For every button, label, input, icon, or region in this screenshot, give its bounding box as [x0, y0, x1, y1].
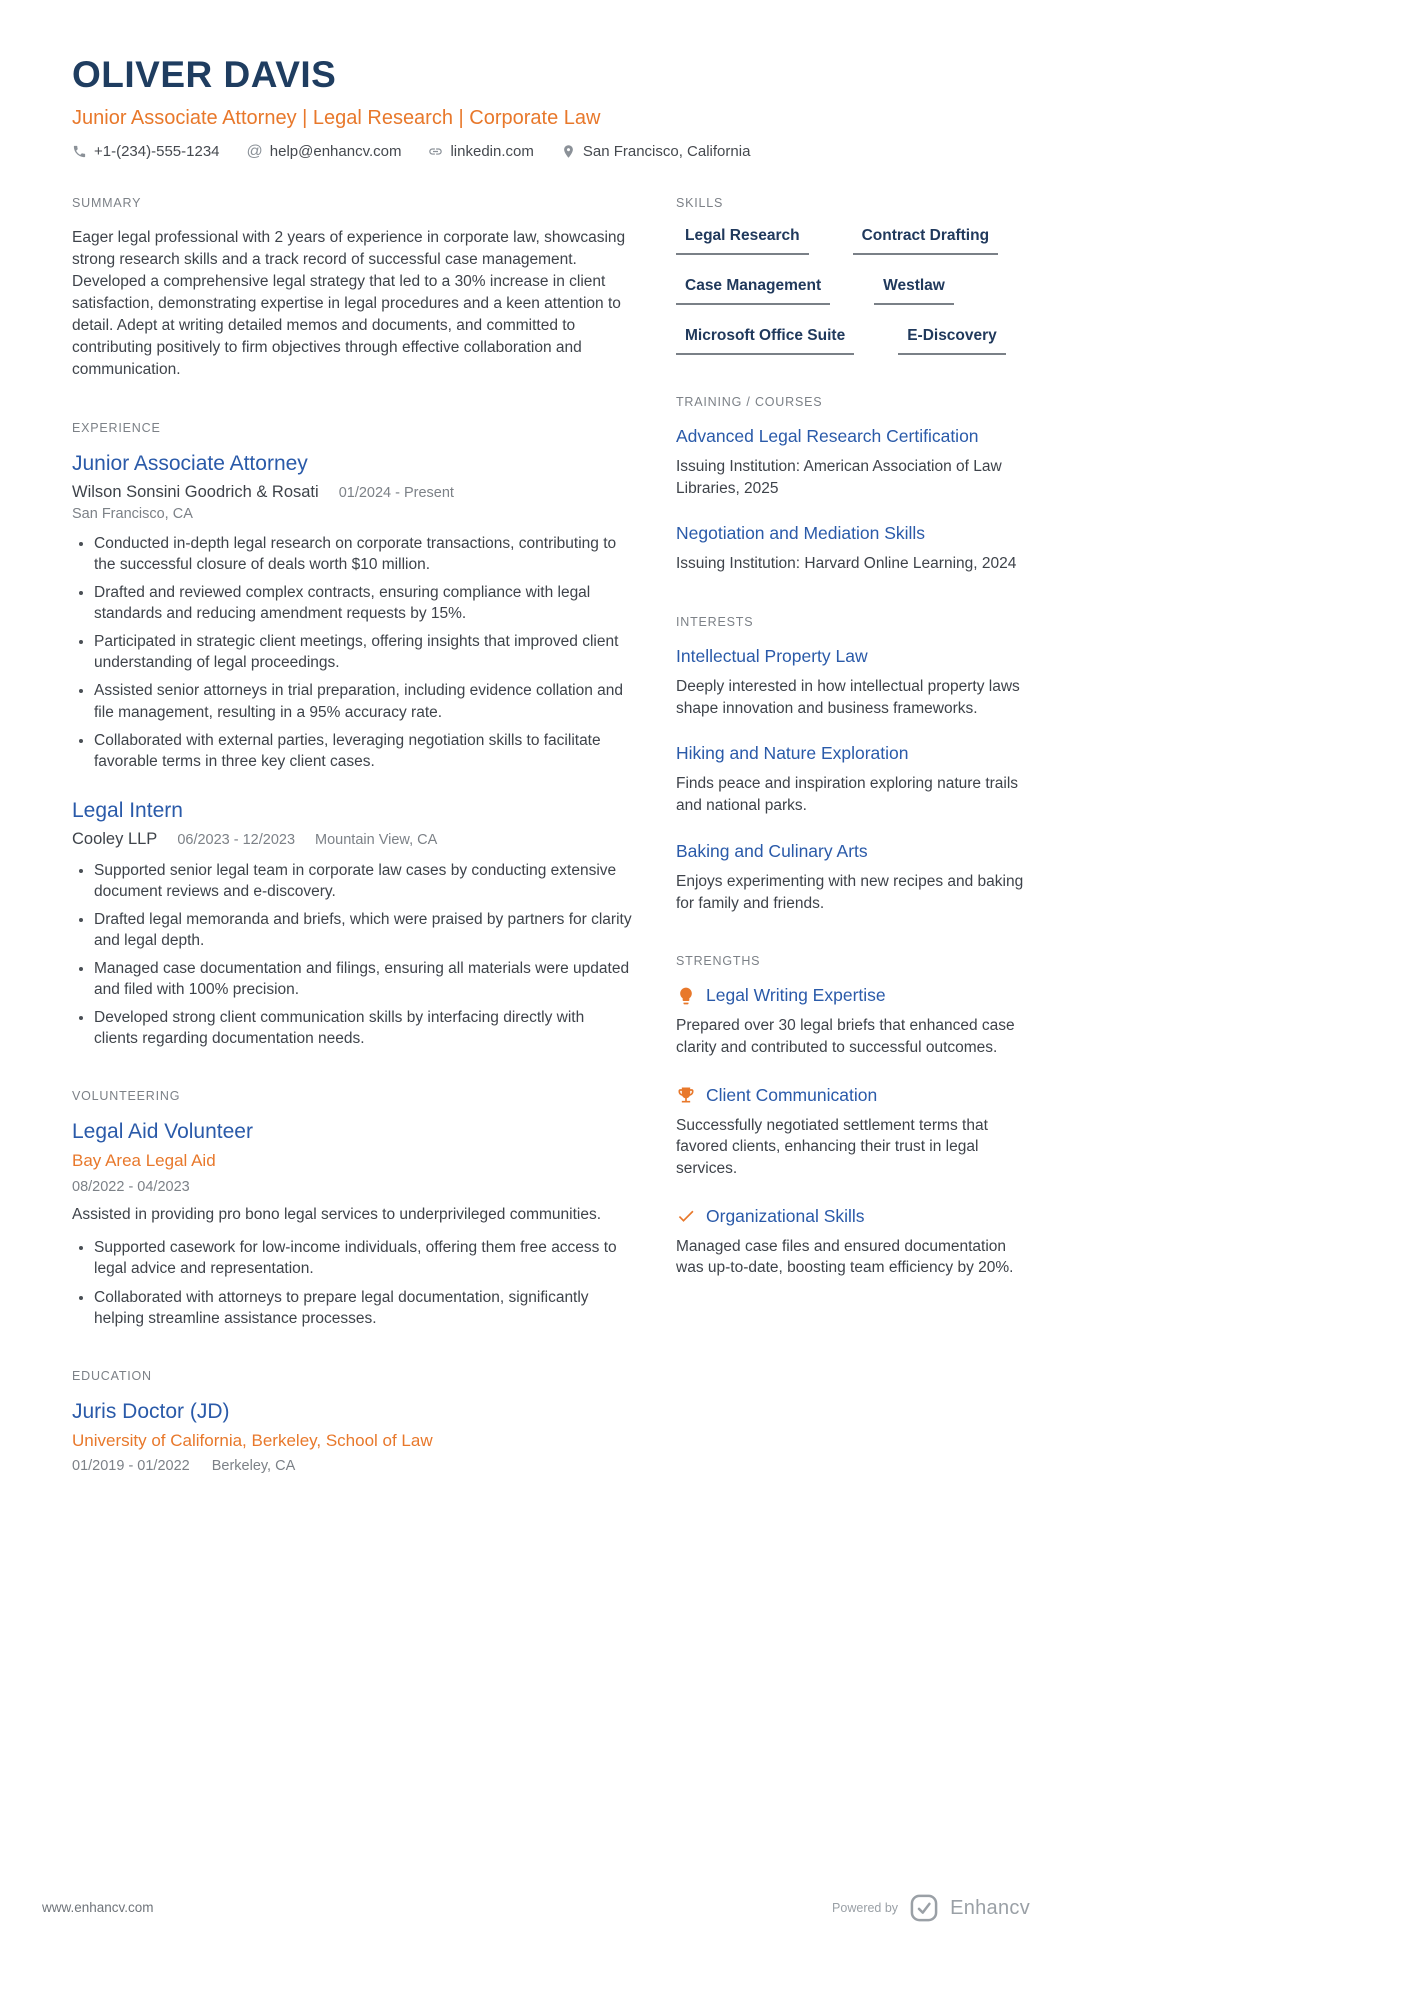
- interest-title: Baking and Culinary Arts: [676, 840, 868, 861]
- candidate-name: OLIVER DAVIS: [72, 54, 337, 95]
- job-dates: 06/2023 - 12/2023: [177, 831, 296, 848]
- interest-description: Finds peace and inspiration exploring nature trails and national parks.: [676, 775, 1019, 815]
- summary-text: Eager legal professional with 2 years of experience in corporate law, showcasing strong research skills and a track record of successful case management. Developed a comprehensive legal strategy that led to a 30% increase in client satisfaction, demonstrating expertise in legal procedures and a keen attention to detail. Adept at writing detailed memos and documents, and committed to contributing positively to firm objectives through effective collaboration and communication.: [72, 229, 626, 378]
- strength-head: [676, 985, 1035, 1006]
- bullet-item: • Collaborated with external parties, leveraging negotiation skills to facilitate favorable terms in three key client cases.: [94, 730, 632, 772]
- job-entry: [72, 452, 632, 772]
- section-label-education: EDUCATION: [72, 1368, 152, 1383]
- job-location: Mountain View, CA: [315, 831, 438, 848]
- footer-site-link[interactable]: www.enhancv.com: [42, 1900, 154, 1915]
- skills-section: [676, 196, 1035, 355]
- job-company: Cooley LLP: [72, 829, 158, 848]
- interest-description: Deeply interested in how intellectual property laws shape innovation and business frameworks.: [676, 678, 1020, 717]
- contact-location: [561, 143, 751, 160]
- strength-entry: [676, 1206, 1035, 1279]
- strength-description: Successfully negotiated settlement terms that favored clients, enhancing their trust in legal services.: [676, 1116, 988, 1177]
- strength-description: Managed case files and ensured documentation was up-to-date, boosting team efficiency by 20%.: [676, 1237, 1014, 1277]
- job-meta: [72, 830, 632, 849]
- contact-linkedin-text: linkedin.com: [450, 143, 534, 160]
- powered-by-label: Powered by: [832, 1901, 899, 1915]
- skill-badge: Legal Research: [676, 227, 809, 255]
- check-icon: [676, 1206, 696, 1226]
- candidate-headline: Junior Associate Attorney | Legal Research | Corporate Law: [72, 107, 601, 129]
- bullet-item: • Drafted legal memoranda and briefs, which were praised by partners for clarity and legal depth.: [94, 909, 632, 951]
- training-section: [676, 395, 1035, 575]
- skill-badge: E-Discovery: [898, 327, 1006, 355]
- section-label-volunteering: VOLUNTEERING: [72, 1089, 181, 1104]
- course-entry: [676, 523, 1035, 575]
- volunteer-role: Legal Aid Volunteer: [72, 1120, 253, 1144]
- bullet-item: • Managed case documentation and filings, ensuring all materials were updated and filed with 100% precision.: [94, 958, 632, 1000]
- enhancv-brand-name[interactable]: Enhancv: [950, 1896, 1030, 1919]
- degree-title: Juris Doctor (JD): [72, 1399, 230, 1423]
- bullet-item: • Participated in strategic client meetings, offering insights that improved client understanding of legal proceedings.: [94, 631, 632, 673]
- volunteer-description: Assisted in providing pro bono legal services to underprivileged communities.: [72, 1206, 601, 1224]
- phone-icon: [72, 144, 87, 159]
- resume-header: [72, 54, 1035, 160]
- job-location: San Francisco, CA: [72, 506, 193, 522]
- volunteer-organization: Bay Area Legal Aid: [72, 1151, 216, 1171]
- education-meta: [72, 1458, 632, 1474]
- course-details: Issuing Institution: Harvard Online Learning, 2024: [676, 555, 1017, 573]
- footer-branding: [832, 1893, 1030, 1923]
- contact-location-text: San Francisco, California: [582, 143, 751, 160]
- resume-content: [72, 54, 1035, 1514]
- strength-entry: [676, 985, 1035, 1058]
- course-details: Issuing Institution: American Association of Law Libraries, 2025: [676, 458, 1002, 497]
- school-name: University of California, Berkeley, School of Law: [72, 1430, 433, 1450]
- strength-title: Client Communication: [706, 1084, 878, 1105]
- strength-head: [676, 1085, 1035, 1106]
- lightbulb-icon: [676, 986, 696, 1006]
- job-bullets: [72, 860, 632, 1050]
- volunteer-bullets: [72, 1237, 632, 1328]
- trophy-icon: [676, 1085, 696, 1105]
- at-icon: @: [246, 142, 263, 160]
- left-column: [72, 196, 632, 1514]
- job-meta: [72, 483, 632, 502]
- contact-phone: [72, 143, 220, 160]
- job-dates: 01/2024 - Present: [338, 485, 454, 501]
- strength-title: Organizational Skills: [706, 1205, 865, 1226]
- interest-entry: [676, 841, 1035, 914]
- job-entry: [72, 799, 632, 1050]
- course-entry: [676, 426, 1035, 499]
- bullet-item: • Drafted and reviewed complex contracts, ensuring compliance with legal standards and reducing amendment requests by 15%.: [94, 582, 632, 624]
- volunteer-dates: 08/2022 - 04/2023: [72, 1179, 190, 1196]
- resume-columns: [72, 196, 1035, 1514]
- strength-head: [676, 1206, 1035, 1227]
- strength-description: Prepared over 30 legal briefs that enhanced case clarity and contributed to successful outcomes.: [676, 1017, 1015, 1056]
- interest-entry: [676, 743, 1035, 816]
- education-dates: 01/2019 - 01/2022: [72, 1457, 190, 1474]
- skills-list: [676, 227, 1035, 355]
- contact-phone-text: +1-(234)-555-1234: [94, 143, 220, 160]
- interest-title: Hiking and Nature Exploration: [676, 743, 909, 764]
- section-label-summary: SUMMARY: [72, 196, 142, 210]
- contact-row: [72, 143, 1035, 160]
- section-label-experience: EXPERIENCE: [72, 421, 161, 435]
- job-title: Junior Associate Attorney: [72, 452, 308, 475]
- section-label-strengths: STRENGTHS: [676, 954, 761, 969]
- volunteering-section: [72, 1089, 632, 1328]
- contact-email-text: help@enhancv.com: [269, 143, 402, 160]
- experience-section: [72, 421, 632, 1049]
- bullet-item: • Conducted in-depth legal research on corporate transactions, contributing to the successful closure of deals worth $10 million.: [94, 533, 632, 575]
- strength-title: Legal Writing Expertise: [706, 985, 886, 1006]
- skill-badge: Case Management: [676, 277, 830, 305]
- link-icon: [428, 144, 443, 159]
- strengths-section: [676, 954, 1035, 1279]
- skill-badge: Westlaw: [874, 277, 954, 305]
- section-label-skills: SKILLS: [676, 196, 724, 210]
- job-company: Wilson Sonsini Goodrich & Rosati: [72, 483, 319, 501]
- section-label-training: TRAINING / COURSES: [676, 395, 823, 409]
- education-section: [72, 1369, 632, 1474]
- contact-email[interactable]: [247, 143, 402, 160]
- job-bullets: [72, 533, 632, 772]
- skill-badge: Microsoft Office Suite: [676, 327, 854, 355]
- right-column: [676, 196, 1035, 1514]
- bullet-item: • Collaborated with attorneys to prepare legal documentation, significantly helping streamline assistance processes.: [94, 1287, 632, 1329]
- strength-entry: [676, 1085, 1035, 1180]
- bullet-item: • Developed strong client communication skills by interfacing directly with clients regarding documentation needs.: [94, 1007, 632, 1049]
- skill-badge: Contract Drafting: [853, 227, 998, 255]
- interests-section: [676, 615, 1035, 914]
- contact-linkedin[interactable]: [428, 143, 533, 160]
- bullet-item: • Supported senior legal team in corporate law cases by conducting extensive document reviews and e-discovery.: [94, 860, 632, 902]
- summary-section: [72, 196, 632, 381]
- enhancv-logo-icon[interactable]: [909, 1893, 939, 1923]
- section-label-interests: INTERESTS: [676, 615, 754, 630]
- job-title: Legal Intern: [72, 798, 183, 822]
- bullet-item: • Supported casework for low-income individuals, offering them free access to legal advice and representation.: [94, 1237, 632, 1279]
- interest-description: Enjoys experimenting with new recipes and baking for family and friends.: [676, 872, 1024, 912]
- interest-entry: [676, 646, 1035, 719]
- course-title: Negotiation and Mediation Skills: [676, 523, 926, 544]
- course-title: Advanced Legal Research Certification: [676, 426, 979, 446]
- location-icon: [561, 144, 576, 159]
- education-location: Berkeley, CA: [211, 1457, 296, 1474]
- interest-title: Intellectual Property Law: [676, 646, 868, 667]
- bullet-item: • Assisted senior attorneys in trial preparation, including evidence collation and file management, resulting in a 95% accuracy rate.: [94, 680, 632, 722]
